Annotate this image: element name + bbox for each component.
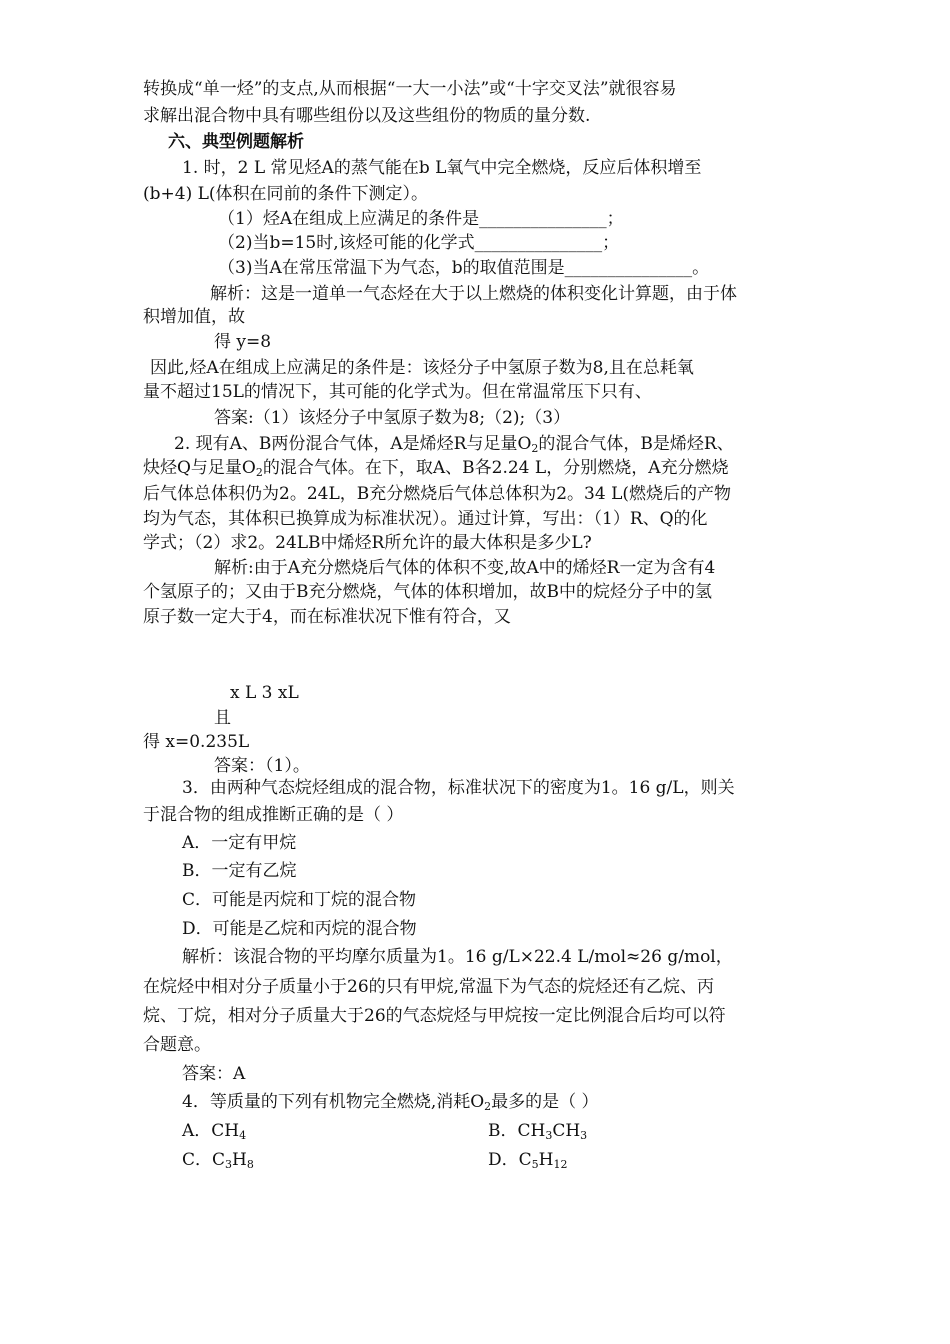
q1-part-2: （2)当b=15时,该烃可能的化学式_______________； [218,233,620,253]
q1-part-1: （1）烃A在组成上应满足的条件是_______________； [218,209,624,229]
q1-answer: 答案:（1）该烃分子中氢原子数为8;（2);（3） [214,408,571,428]
q3-analysis-2: 在烷烃中相对分子质量小于26的只有甲烷,常温下为气态的烷烃还有乙烷、丙 [143,977,715,997]
q3-analysis-1: 解析：该混合物的平均摩尔质量为1。16 g/L×22.4 L/mol≈26 g/mol， [182,947,733,967]
q2-line-2: 炔烃Q与足量$O_2$的混合气体。在下，取A、B各2.24 L，分别燃烧，A充分燃烧 [143,458,729,479]
q1-line-1: 1. 时，2 L 常见烃A的蒸气能在b L氧气中完全燃烧，反应后体积增至 [182,158,702,178]
section-title: 六、典型例题解析 [168,132,304,152]
q2-line-1: 2. 现有A、B两份混合气体，A是烯烃R与足量$O_2$的混合气体，B是烯烃R、 [174,434,734,455]
q1-part-3: （3)当A在常压常温下为气态，b的取值范围是_______________。 [218,258,710,278]
q4-option-d: D．$C_5H_{12}$ [488,1150,568,1171]
q1-analysis-4: 因此,烃A在组成上应满足的条件是：该烃分子中氢原子数为8,且在总耗氧 [150,358,694,378]
q3-option-b: B．一定有乙烷 [182,861,297,881]
q3-option-a: A．一定有甲烷 [182,833,297,853]
q4-option-c: C．$C_3H_8$ [182,1150,254,1171]
q1-analysis-5: 量不超过15L的情况下，其可能的化学式为。但在常温常压下只有、 [143,382,652,402]
intro-line-1: 转换成“单一烃”的支点,从而根据“一大一小法”或“十字交叉法”就很容易 [143,79,677,99]
q4-option-b: B．$CH_3CH_3$ [488,1121,588,1142]
q2-line-5: 学式；（2）求2。24LB中烯烃R所允许的最大体积是多少L? [143,533,592,553]
q2-analysis-1: 解析:由于A充分燃烧后气体的体积不变,故A中的烯烃R一定为含有4 [214,558,716,578]
q3-line-1: 3．由两种气态烷烃组成的混合物，标准状况下的密度为1。16 g/L，则关 [182,778,735,798]
q4-line-1: 4．等质量的下列有机物完全燃烧,消耗$O_2$最多的是（ ） [182,1092,599,1113]
q3-option-c: C．可能是丙烷和丁烷的混合物 [182,890,417,910]
q3-option-d: D．可能是乙烷和丙烷的混合物 [182,919,417,939]
q2-answer: 答案：（1）。 [214,756,310,776]
q2-analysis-3: 原子数一定大于4，而在标准状况下惟有符合，又 [143,607,511,627]
intro-line-2: 求解出混合物中具有哪些组份以及这些组份的物质的量分数. [143,106,591,126]
q3-analysis-3: 烷、丁烷，相对分子质量大于26的气态烷烃与甲烷按一定比例混合后均可以符 [143,1006,726,1026]
q2-calc-3: 得 x=0.235L [143,732,250,752]
q2-calc-2: 且 [214,708,231,728]
q1-analysis-3: 得 y=8 [214,332,272,352]
q4-option-a: A．$CH_4$ [182,1121,247,1142]
q2-line-4: 均为气态，其体积已换算成为标准状况）。通过计算，写出：（1）R、Q的化 [143,509,708,529]
q3-answer: 答案：A [182,1064,246,1084]
q2-line-3: 后气体总体积仍为2。24L，B充分燃烧后气体总体积为2。34 L(燃烧后的产物 [143,484,732,504]
q1-line-2: (b+4) L(体积在同前的条件下测定）。 [143,184,429,204]
q2-analysis-2: 个氢原子的；又由于B充分燃烧，气体的体积增加，故B中的烷烃分子中的氢 [143,582,712,602]
q3-line-2: 于混合物的组成推断正确的是（ ） [143,805,404,825]
q3-analysis-4: 合题意。 [143,1035,211,1055]
q1-analysis-2: 积增加值，故 [143,307,245,327]
q2-calc-1: x L 3 xL [230,683,299,703]
q1-analysis-1: 解析：这是一道单一气态烃在大于以上燃烧的体积变化计算题，由于体 [210,284,737,304]
